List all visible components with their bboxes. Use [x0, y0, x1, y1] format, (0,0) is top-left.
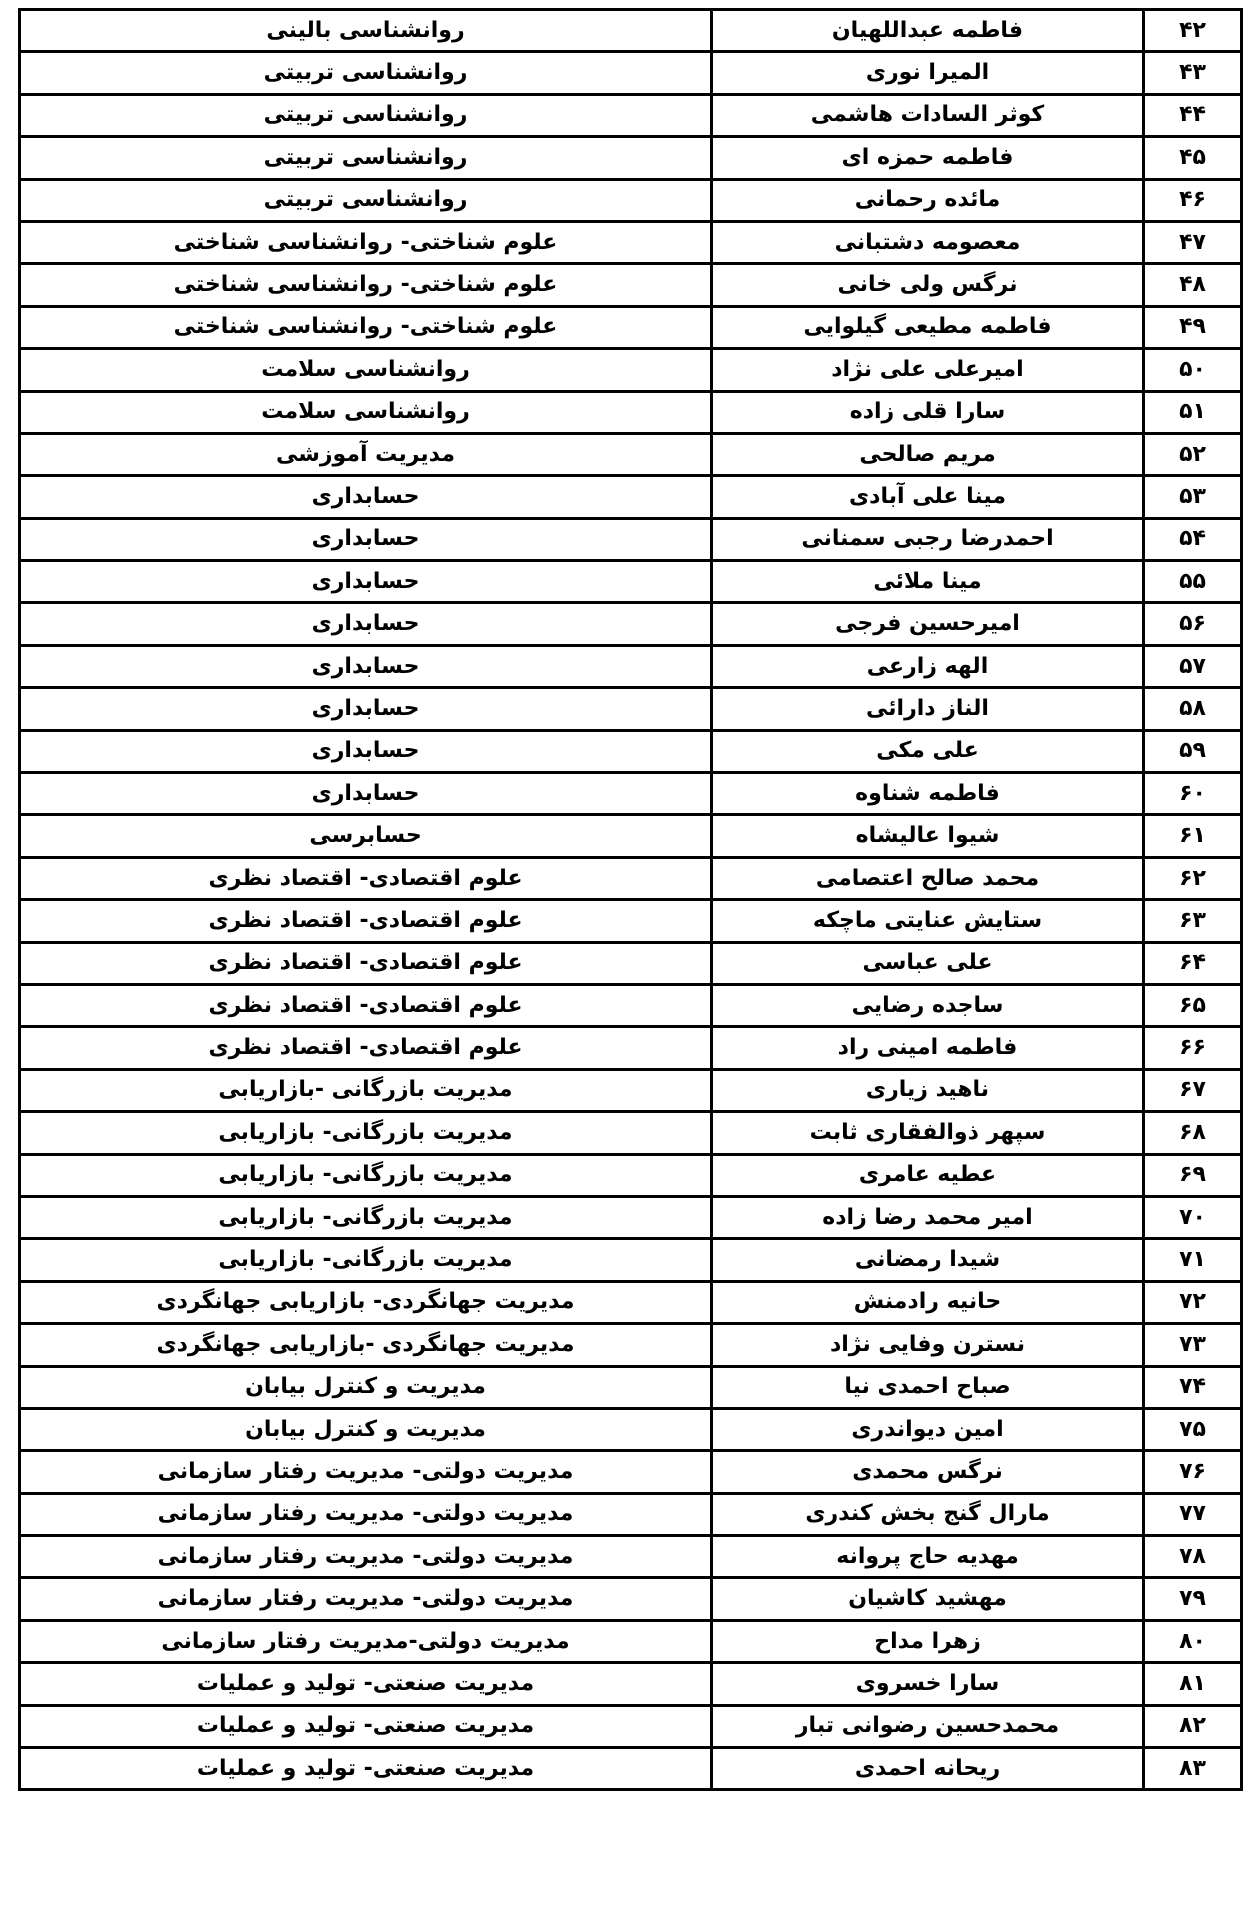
- table-row: [20, 857, 1242, 899]
- student-name: مهدیه حاج پروانه: [712, 1536, 1144, 1578]
- row-number: ۷۰: [1144, 1196, 1242, 1238]
- row-number: ۵۷: [1144, 645, 1242, 687]
- student-name: مینا ملائی: [712, 561, 1144, 603]
- table-row: [20, 518, 1242, 560]
- study-field: حسابداری: [20, 561, 712, 603]
- student-name: عطیه عامری: [712, 1154, 1144, 1196]
- study-field: علوم شناختی- روانشناسی شناختی: [20, 264, 712, 306]
- row-number: ۷۶: [1144, 1451, 1242, 1493]
- study-field: روانشناسی تربیتی: [20, 94, 712, 136]
- table-row: [20, 603, 1242, 645]
- row-number: ۶۴: [1144, 942, 1242, 984]
- student-name: نرگس ولی خانی: [712, 264, 1144, 306]
- row-number: ۵۶: [1144, 603, 1242, 645]
- student-name: سپهر ذوالفقاری ثابت: [712, 1112, 1144, 1154]
- study-field: روانشناسی سلامت: [20, 391, 712, 433]
- row-number: ۷۹: [1144, 1578, 1242, 1620]
- study-field: مدیریت و کنترل بیابان: [20, 1366, 712, 1408]
- student-name: نسترن وفایی نژاد: [712, 1324, 1144, 1366]
- study-field: مدیریت جهانگردی- بازاریابی جهانگردی: [20, 1281, 712, 1323]
- table-row: [20, 1112, 1242, 1154]
- row-number: ۵۴: [1144, 518, 1242, 560]
- row-number: ۴۴: [1144, 94, 1242, 136]
- table-row: [20, 561, 1242, 603]
- row-number: ۸۱: [1144, 1663, 1242, 1705]
- table-row: [20, 349, 1242, 391]
- study-field: مدیریت بازرگانی- بازاریابی: [20, 1154, 712, 1196]
- study-field: مدیریت بازرگانی -بازاریابی: [20, 1069, 712, 1111]
- study-field: حسابداری: [20, 730, 712, 772]
- row-number: ۷۵: [1144, 1408, 1242, 1450]
- table-row: [20, 94, 1242, 136]
- row-number: ۷۲: [1144, 1281, 1242, 1323]
- student-name: نرگس محمدی: [712, 1451, 1144, 1493]
- table-row: [20, 1578, 1242, 1620]
- study-field: حسابداری: [20, 688, 712, 730]
- table-body: [20, 10, 1242, 1790]
- student-name: ساجده رضایی: [712, 984, 1144, 1026]
- student-name: معصومه دشتبانی: [712, 221, 1144, 263]
- table-row: [20, 1324, 1242, 1366]
- student-name: ریحانه احمدی: [712, 1748, 1144, 1790]
- student-table: [18, 8, 1243, 1791]
- table-row: [20, 815, 1242, 857]
- study-field: روانشناسی بالینی: [20, 10, 712, 52]
- table-row: [20, 1620, 1242, 1662]
- student-name: شیوا عالیشاه: [712, 815, 1144, 857]
- row-number: ۸۳: [1144, 1748, 1242, 1790]
- study-field: علوم اقتصادی- اقتصاد نظری: [20, 857, 712, 899]
- student-name: مینا علی آبادی: [712, 476, 1144, 518]
- row-number: ۶۵: [1144, 984, 1242, 1026]
- table-row: [20, 984, 1242, 1026]
- study-field: علوم شناختی- روانشناسی شناختی: [20, 221, 712, 263]
- table-row: [20, 1451, 1242, 1493]
- student-name: مهشید کاشیان: [712, 1578, 1144, 1620]
- table-row: [20, 1748, 1242, 1790]
- row-number: ۶۷: [1144, 1069, 1242, 1111]
- table-row: [20, 1705, 1242, 1747]
- study-field: مدیریت دولتی- مدیریت رفتار سازمانی: [20, 1578, 712, 1620]
- study-field: مدیریت آموزشی: [20, 433, 712, 475]
- table-row: [20, 1663, 1242, 1705]
- row-number: ۴۷: [1144, 221, 1242, 263]
- study-field: حسابرسی: [20, 815, 712, 857]
- table-row: [20, 52, 1242, 94]
- table-row: [20, 1196, 1242, 1238]
- table-row: [20, 773, 1242, 815]
- table-row: [20, 730, 1242, 772]
- student-name: احمدرضا رجبی سمنانی: [712, 518, 1144, 560]
- row-number: ۸۲: [1144, 1705, 1242, 1747]
- table-row: [20, 1536, 1242, 1578]
- student-name: الناز دارائی: [712, 688, 1144, 730]
- row-number: ۶۲: [1144, 857, 1242, 899]
- student-name: ناهید زیاری: [712, 1069, 1144, 1111]
- student-name: مریم صالحی: [712, 433, 1144, 475]
- student-name: محمد صالح اعتصامی: [712, 857, 1144, 899]
- student-name: سارا قلی زاده: [712, 391, 1144, 433]
- table-row: [20, 391, 1242, 433]
- row-number: ۶۸: [1144, 1112, 1242, 1154]
- row-number: ۵۵: [1144, 561, 1242, 603]
- student-name: محمدحسین رضوانی تبار: [712, 1705, 1144, 1747]
- student-name: امیرحسین فرجی: [712, 603, 1144, 645]
- study-field: مدیریت دولتی-مدیریت رفتار سازمانی: [20, 1620, 712, 1662]
- table-row: [20, 264, 1242, 306]
- study-field: علوم اقتصادی- اقتصاد نظری: [20, 984, 712, 1026]
- row-number: ۶۹: [1144, 1154, 1242, 1196]
- table-row: [20, 1281, 1242, 1323]
- table-row: [20, 1027, 1242, 1069]
- student-name: شیدا رمضانی: [712, 1239, 1144, 1281]
- student-name: الهه زارعی: [712, 645, 1144, 687]
- row-number: ۷۳: [1144, 1324, 1242, 1366]
- row-number: ۴۸: [1144, 264, 1242, 306]
- study-field: روانشناسی تربیتی: [20, 52, 712, 94]
- study-field: مدیریت صنعتی- تولید و عملیات: [20, 1663, 712, 1705]
- study-field: مدیریت دولتی- مدیریت رفتار سازمانی: [20, 1493, 712, 1535]
- student-name: امیر محمد رضا زاده: [712, 1196, 1144, 1238]
- student-name: زهرا مداح: [712, 1620, 1144, 1662]
- table-row: [20, 1069, 1242, 1111]
- row-number: ۵۸: [1144, 688, 1242, 730]
- table-row: [20, 688, 1242, 730]
- student-name: علی عباسی: [712, 942, 1144, 984]
- table-row: [20, 1408, 1242, 1450]
- student-name: مارال گنج بخش کندری: [712, 1493, 1144, 1535]
- student-name: امیرعلی علی نژاد: [712, 349, 1144, 391]
- student-name: المیرا نوری: [712, 52, 1144, 94]
- study-field: علوم اقتصادی- اقتصاد نظری: [20, 900, 712, 942]
- table-row: [20, 1366, 1242, 1408]
- row-number: ۵۱: [1144, 391, 1242, 433]
- row-number: ۶۰: [1144, 773, 1242, 815]
- study-field: حسابداری: [20, 773, 712, 815]
- table-row: [20, 221, 1242, 263]
- study-field: مدیریت دولتی- مدیریت رفتار سازمانی: [20, 1536, 712, 1578]
- student-name: مائده رحمانی: [712, 179, 1144, 221]
- row-number: ۵۲: [1144, 433, 1242, 475]
- study-field: مدیریت صنعتی- تولید و عملیات: [20, 1748, 712, 1790]
- row-number: ۷۱: [1144, 1239, 1242, 1281]
- row-number: ۵۰: [1144, 349, 1242, 391]
- study-field: علوم اقتصادی- اقتصاد نظری: [20, 942, 712, 984]
- study-field: روانشناسی تربیتی: [20, 179, 712, 221]
- study-field: حسابداری: [20, 476, 712, 518]
- row-number: ۸۰: [1144, 1620, 1242, 1662]
- table-row: [20, 900, 1242, 942]
- study-field: حسابداری: [20, 645, 712, 687]
- study-field: مدیریت بازرگانی- بازاریابی: [20, 1239, 712, 1281]
- row-number: ۵۳: [1144, 476, 1242, 518]
- row-number: ۴۳: [1144, 52, 1242, 94]
- table-row: [20, 306, 1242, 348]
- student-name: کوثر السادات هاشمی: [712, 94, 1144, 136]
- table-row: [20, 137, 1242, 179]
- study-field: علوم اقتصادی- اقتصاد نظری: [20, 1027, 712, 1069]
- table-row: [20, 476, 1242, 518]
- row-number: ۷۴: [1144, 1366, 1242, 1408]
- document-page: [18, 8, 1240, 1791]
- table-row: [20, 10, 1242, 52]
- study-field: مدیریت صنعتی- تولید و عملیات: [20, 1705, 712, 1747]
- study-field: مدیریت بازرگانی- بازاریابی: [20, 1196, 712, 1238]
- study-field: علوم شناختی- روانشناسی شناختی: [20, 306, 712, 348]
- student-name: ستایش عنایتی ماچکه: [712, 900, 1144, 942]
- study-field: روانشناسی تربیتی: [20, 137, 712, 179]
- student-name: فاطمه شناوه: [712, 773, 1144, 815]
- table-row: [20, 1493, 1242, 1535]
- student-name: امین دیواندری: [712, 1408, 1144, 1450]
- table-row: [20, 179, 1242, 221]
- student-name: علی مکی: [712, 730, 1144, 772]
- row-number: ۴۲: [1144, 10, 1242, 52]
- table-row: [20, 942, 1242, 984]
- row-number: ۶۶: [1144, 1027, 1242, 1069]
- row-number: ۶۳: [1144, 900, 1242, 942]
- row-number: ۶۱: [1144, 815, 1242, 857]
- row-number: ۵۹: [1144, 730, 1242, 772]
- student-name: فاطمه عبداللهیان: [712, 10, 1144, 52]
- study-field: حسابداری: [20, 603, 712, 645]
- table-row: [20, 1239, 1242, 1281]
- row-number: ۴۶: [1144, 179, 1242, 221]
- student-name: فاطمه حمزه ای: [712, 137, 1144, 179]
- row-number: ۴۹: [1144, 306, 1242, 348]
- row-number: ۷۷: [1144, 1493, 1242, 1535]
- study-field: حسابداری: [20, 518, 712, 560]
- study-field: مدیریت دولتی- مدیریت رفتار سازمانی: [20, 1451, 712, 1493]
- student-name: فاطمه مطیعی گیلوایی: [712, 306, 1144, 348]
- study-field: مدیریت و کنترل بیابان: [20, 1408, 712, 1450]
- student-name: حانیه رادمنش: [712, 1281, 1144, 1323]
- student-name: صباح احمدی نیا: [712, 1366, 1144, 1408]
- student-name: سارا خسروی: [712, 1663, 1144, 1705]
- row-number: ۴۵: [1144, 137, 1242, 179]
- row-number: ۷۸: [1144, 1536, 1242, 1578]
- table-row: [20, 433, 1242, 475]
- table-row: [20, 645, 1242, 687]
- table-row: [20, 1154, 1242, 1196]
- student-name: فاطمه امینی راد: [712, 1027, 1144, 1069]
- study-field: مدیریت بازرگانی- بازاریابی: [20, 1112, 712, 1154]
- study-field: روانشناسی سلامت: [20, 349, 712, 391]
- study-field: مدیریت جهانگردی -بازاریابی جهانگردی: [20, 1324, 712, 1366]
